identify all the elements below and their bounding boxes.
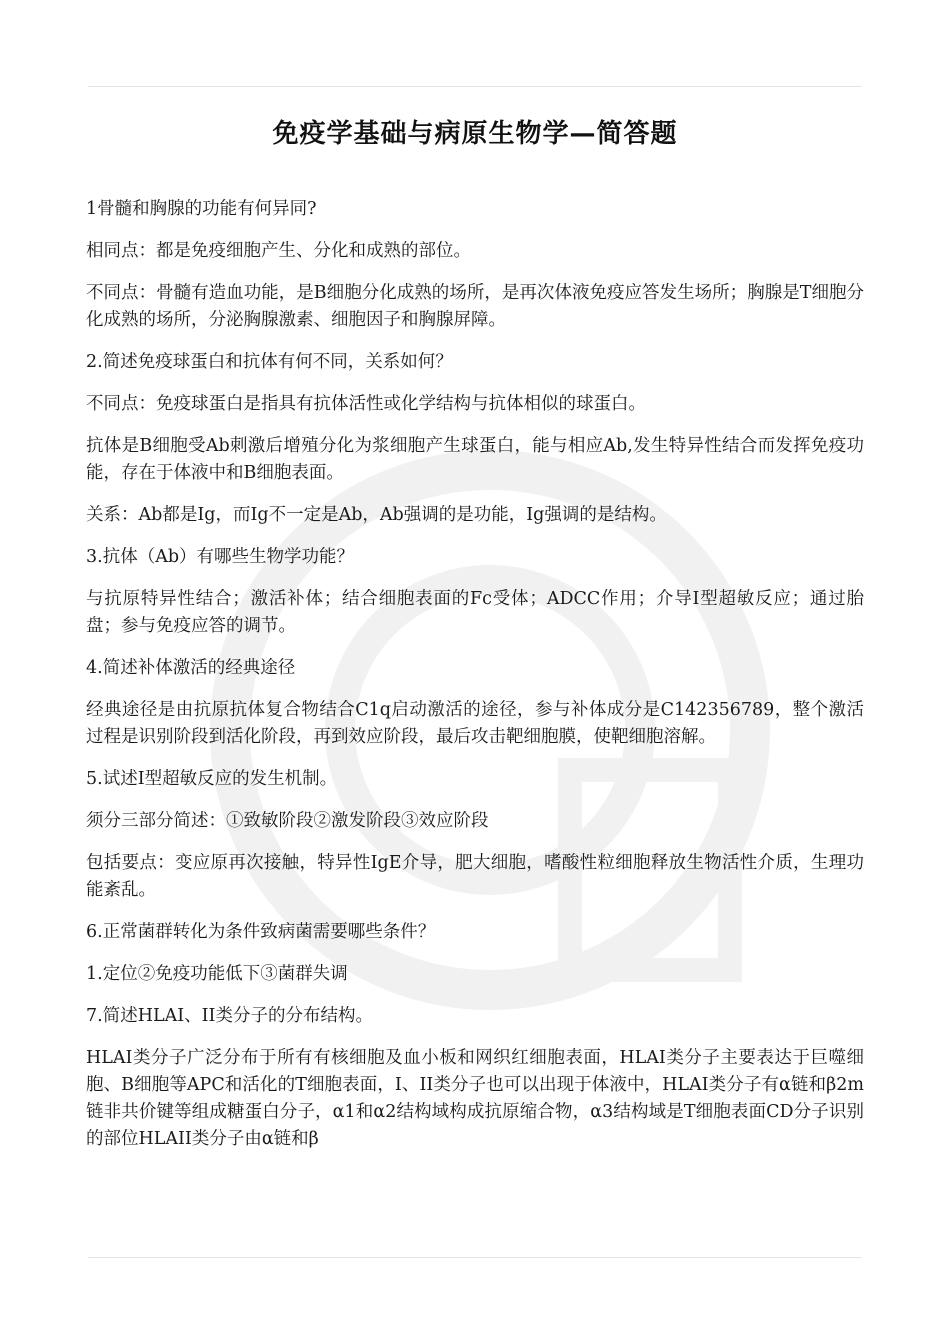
answer-paragraph: 关系：Ab都是Ig，而Ig不一定是Ab，Ab强调的是功能，Ig强调的是结构。 bbox=[86, 505, 667, 525]
question-1: 1骨髓和胸腺的功能有何异同? bbox=[86, 199, 317, 219]
answer-paragraph: 包括要点：变应原再次接触，特异性IgE介导，肥大细胞，嗜酸性粒细胞释放生物活性介质，生理功能紊乱。 bbox=[86, 853, 864, 900]
question-4: 4.简述补体激活的经典途径 bbox=[86, 658, 296, 678]
page-title: 免疫学基础与病原生物学—简答题 bbox=[272, 119, 678, 149]
question-3: 3.抗体（Ab）有哪些生物学功能？ bbox=[86, 547, 355, 567]
question-5: 5.试述I型超敏反应的发生机制。 bbox=[86, 769, 338, 789]
answer-paragraph: 不同点：免疫球蛋白是指具有抗体活性或化学结构与抗体相似的球蛋白。 bbox=[86, 394, 646, 414]
footer-divider bbox=[88, 1257, 862, 1258]
answer-paragraph: 不同点：骨髓有造血功能，是B细胞分化成熟的场所，是再次体液免疫应答发生场所；胸腺是T细胞分化成熟的场所，分泌胸腺激素、细胞因子和胸腺屏障。 bbox=[86, 283, 864, 330]
answer-paragraph: 1.定位②免疫功能低下③菌群失调 bbox=[86, 964, 348, 984]
answer-paragraph: 抗体是B细胞受Ab刺激后增殖分化为浆细胞产生球蛋白，能与相应Ab,发生特异性结合而发挥免疫功能，存在于体液中和B细胞表面。 bbox=[86, 436, 864, 483]
question-6: 6.正常菌群转化为条件致病菌需要哪些条件？ bbox=[86, 922, 436, 942]
document-body bbox=[86, 196, 864, 1168]
answer-paragraph: 相同点：都是免疫细胞产生、分化和成熟的部位。 bbox=[86, 241, 471, 261]
question-7: 7.简述HLAI、II类分子的分布结构。 bbox=[86, 1006, 373, 1026]
header-divider bbox=[88, 86, 862, 87]
question-2: 2.简述免疫球蛋白和抗体有何不同，关系如何？ bbox=[86, 352, 453, 372]
answer-paragraph: 经典途径是由抗原抗体复合物结合C1q启动激活的途径，参与补体成分是C142356789，整个激活过程是识别阶段到活化阶段，再到效应阶段，最后攻击靶细胞膜，使靶细胞溶解。 bbox=[86, 700, 864, 747]
answer-paragraph: 须分三部分简述：①致敏阶段②激发阶段③效应阶段 bbox=[86, 811, 489, 831]
answer-paragraph: HLAI类分子广泛分布于所有有核细胞及血小板和网织红细胞表面，HLAI类分子主要表达于巨噬细胞、B细胞等APC和活化的T细胞表面，I、II类分子也可以出现于体液中，HLAI类分子有α链和β2m链非共价键等组成糖蛋白分子，α1和α2结构域构成抗原缩合物，α3结构域是T细胞表面CD分子识别的部位HLAII类分子由α链和β bbox=[86, 1048, 864, 1149]
answer-paragraph: 与抗原特异性结合；激活补体；结合细胞表面的Fc受体；ADCC作用；介导I型超敏反应；通过胎盘；参与免疫应答的调节。 bbox=[86, 589, 864, 636]
